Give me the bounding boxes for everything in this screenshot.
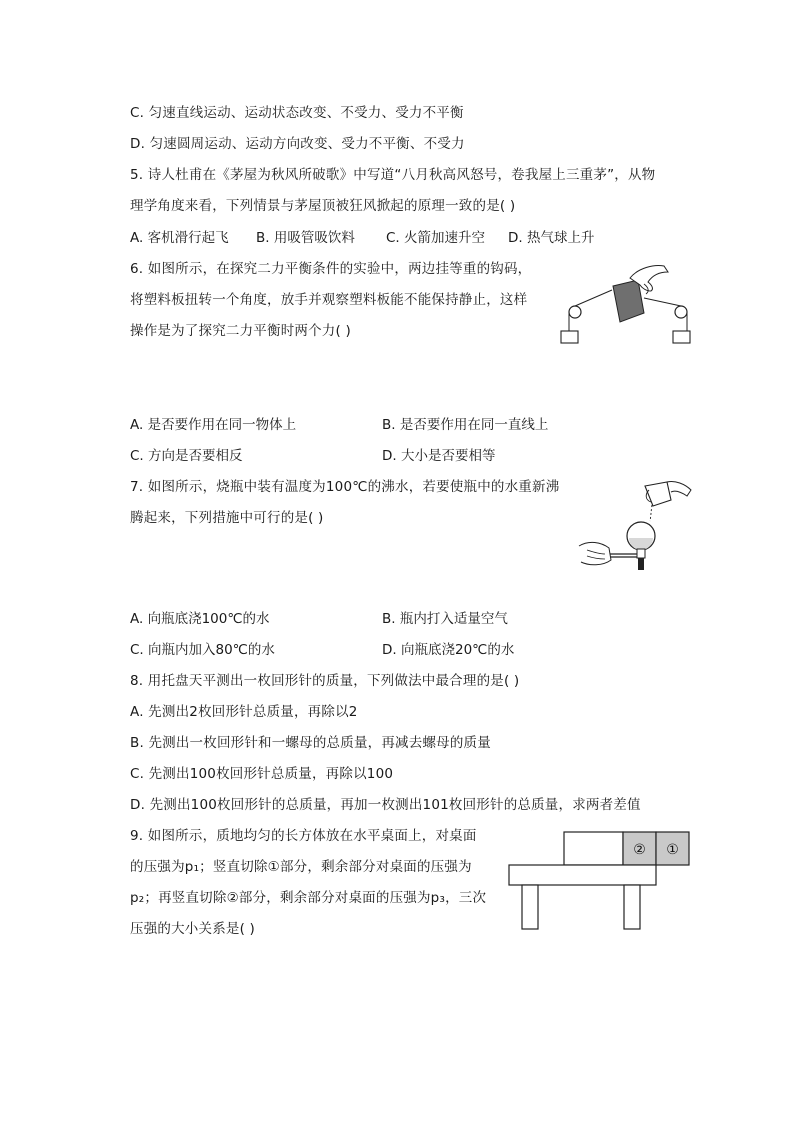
q7-option-b: B. 瓶内打入适量空气 bbox=[382, 611, 508, 627]
q9-stem-line1: 9. 如图所示，质地均匀的长方体放在水平桌面上，对桌面 bbox=[130, 828, 477, 844]
q5-option-a: A. 客机滑行起飞 bbox=[130, 230, 229, 246]
q5-option-c: C. 火箭加速升空 bbox=[386, 230, 486, 246]
q7-option-d: D. 向瓶底浇20℃的水 bbox=[382, 642, 515, 658]
q6-stem-line1: 6. 如图所示，在探究二力平衡条件的实验中，两边挂等重的钩码， bbox=[130, 261, 532, 277]
part-1-label: ① bbox=[666, 842, 679, 858]
q6-stem-line2: 将塑料板扭转一个角度，放手并观察塑料板能不能保持静止，这样 bbox=[130, 292, 528, 308]
q9-stem-line2: 的压强为p₁；竖直切除①部分，剩余部分对桌面的压强为 bbox=[130, 859, 472, 875]
q6-option-b: B. 是否要作用在同一直线上 bbox=[382, 417, 549, 433]
flask-boiling-figure bbox=[575, 478, 697, 572]
q6-option-c: C. 方向是否要相反 bbox=[130, 448, 243, 464]
q8-option-a: A. 先测出2枚回形针总质量，再除以2 bbox=[130, 704, 358, 720]
q8-option-b: B. 先测出一枚回形针和一螺母的总质量，再减去螺母的质量 bbox=[130, 735, 491, 751]
q7-option-c: C. 向瓶内加入80℃的水 bbox=[130, 642, 275, 658]
q9-stem-line4: 压强的大小关系是( ) bbox=[130, 921, 256, 937]
q6-stem-line3: 操作是为了探究二力平衡时两个力( ) bbox=[130, 323, 351, 339]
q4-option-c: C. 匀速直线运动、运动状态改变、不受力、受力不平衡 bbox=[130, 105, 464, 121]
q5-stem-line1: 5. 诗人杜甫在《茅屋为秋风所破歌》中写道“八月秋高风怒号，卷我屋上三重茅”，从物 bbox=[130, 167, 656, 183]
q6-option-a: A. 是否要作用在同一物体上 bbox=[130, 417, 297, 433]
q5-stem-line2: 理学角度来看，下列情景与茅屋顶被狂风掀起的原理一致的是( ) bbox=[130, 198, 516, 214]
q5-option-d: D. 热气球上升 bbox=[508, 230, 595, 246]
part-2-label: ② bbox=[633, 842, 646, 858]
q8-option-d: D. 先测出100枚回形针的总质量，再加一枚测出101枚回形针的总质量，求两者差值 bbox=[130, 797, 641, 813]
two-force-balance-figure bbox=[558, 258, 698, 348]
q7-option-a: A. 向瓶底浇100℃的水 bbox=[130, 611, 270, 627]
q9-stem-line3: p₂；再竖直切除②部分，剩余部分对桌面的压强为p₃，三次 bbox=[130, 890, 487, 906]
q7-stem-line2: 腾起来，下列措施中可行的是( ) bbox=[130, 510, 324, 526]
q4-option-d: D. 匀速圆周运动、运动方向改变、受力不平衡、不受力 bbox=[130, 136, 465, 152]
q7-stem-line1: 7. 如图所示，烧瓶中装有温度为100℃的沸水，若要使瓶中的水重新沸 bbox=[130, 479, 560, 495]
cuboid-on-table-figure bbox=[506, 829, 696, 933]
q5-option-b: B. 用吸管吸饮料 bbox=[256, 230, 355, 246]
q8-option-c: C. 先测出100枚回形针总质量，再除以100 bbox=[130, 766, 394, 782]
q6-option-d: D. 大小是否要相等 bbox=[382, 448, 496, 464]
q8-stem-line1: 8. 用托盘天平测出一枚回形针的质量，下列做法中最合理的是( ) bbox=[130, 673, 520, 689]
